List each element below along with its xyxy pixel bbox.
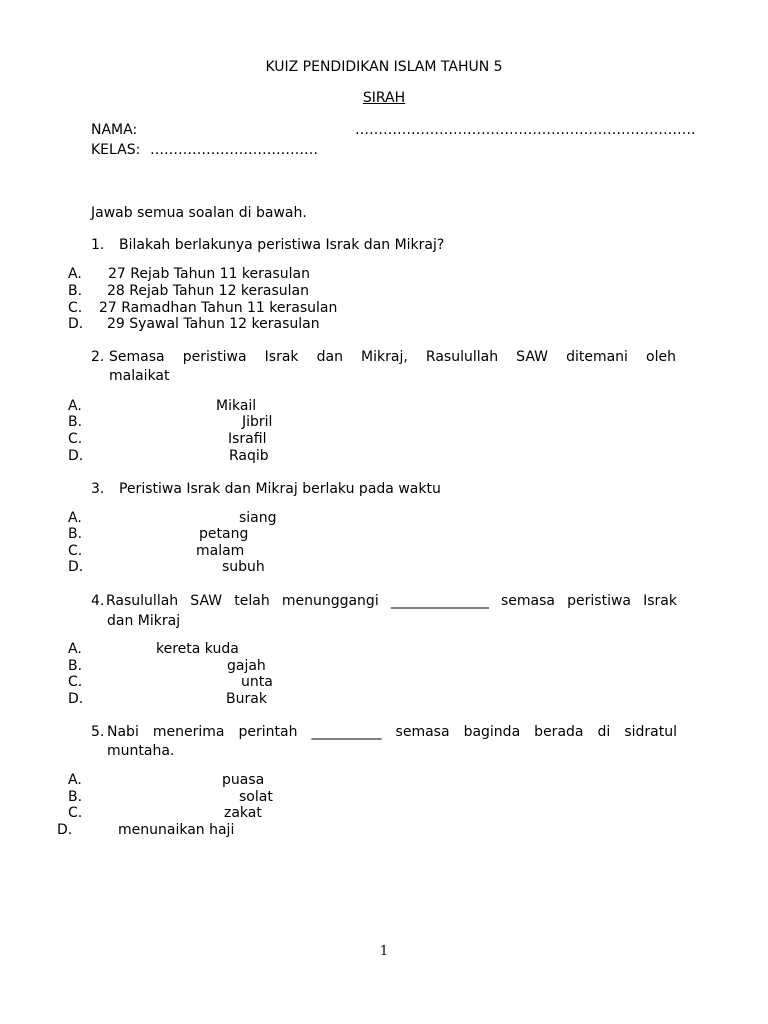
question-4-text-cont: dan Mikraj	[107, 613, 181, 629]
q3-option-d-letter: D.	[68, 559, 84, 575]
question-5-text: Nabi menerima perintah __________ semasa baginda berada di sidratul	[107, 724, 677, 740]
q5-option-b-text: solat	[239, 789, 273, 805]
q2-option-b-text: Jibril	[242, 414, 273, 430]
q4-option-c-text: unta	[241, 674, 273, 690]
question-1-number: 1.	[91, 237, 105, 253]
name-blank: ……………………………………………………………….	[355, 122, 696, 138]
q5-option-d-letter: D.	[57, 822, 73, 838]
q1-option-c-letter: C.	[68, 300, 83, 316]
q1-option-b-letter: B.	[68, 283, 83, 299]
q5-option-c-text: zakat	[224, 805, 262, 821]
q4-option-c-letter: C.	[68, 674, 83, 690]
class-label: KELAS:	[91, 142, 141, 158]
q1-option-d-text: 29 Syawal Tahun 12 kerasulan	[107, 316, 320, 332]
q2-option-c-text: Israfil	[228, 431, 267, 447]
q2-option-b-letter: B.	[68, 414, 83, 430]
question-3-number: 3.	[91, 481, 105, 497]
q3-option-c-text: malam	[196, 543, 245, 559]
q4-option-d-text: Burak	[226, 691, 267, 707]
q5-option-a-letter: A.	[68, 772, 82, 788]
q4-option-a-text: kereta kuda	[156, 641, 239, 657]
q1-option-d-letter: D.	[68, 316, 84, 332]
question-2-text-cont: malaikat	[109, 368, 170, 384]
name-label: NAMA:	[91, 122, 138, 138]
q5-option-c-letter: C.	[68, 805, 83, 821]
page-number: 1	[379, 944, 389, 959]
q2-option-d-text: Raqib	[229, 448, 269, 464]
q5-option-b-letter: B.	[68, 789, 83, 805]
q4-option-b-text: gajah	[227, 658, 266, 674]
q3-option-c-letter: C.	[68, 543, 83, 559]
q3-option-a-text: siang	[239, 510, 277, 526]
q3-option-a-letter: A.	[68, 510, 82, 526]
q1-option-b-text: 28 Rejab Tahun 12 kerasulan	[107, 283, 309, 299]
question-4-text: Rasulullah SAW telah menunggangi ______________ semasa peristiwa Israk	[106, 593, 677, 609]
question-4-number: 4.	[91, 593, 105, 609]
question-5-text-cont: muntaha.	[107, 743, 175, 759]
q2-option-a-letter: A.	[68, 398, 82, 414]
question-1-text: Bilakah berlakunya peristiwa Israk dan Mikraj?	[119, 237, 445, 253]
q4-option-d-letter: D.	[68, 691, 84, 707]
q3-option-d-text: subuh	[222, 559, 265, 575]
q1-option-a-text: 27 Rejab Tahun 11 kerasulan	[108, 266, 310, 282]
question-2-text: Semasa peristiwa Israk dan Mikraj, Rasulullah SAW ditemani oleh	[109, 349, 676, 365]
q3-option-b-text: petang	[199, 526, 249, 542]
quiz-title: KUIZ PENDIDIKAN ISLAM TAHUN 5	[265, 59, 503, 75]
q4-option-a-letter: A.	[68, 641, 82, 657]
q1-option-c-text: 27 Ramadhan Tahun 11 kerasulan	[99, 300, 338, 316]
q2-option-c-letter: C.	[68, 431, 83, 447]
q3-option-b-letter: B.	[68, 526, 83, 542]
q2-option-d-letter: D.	[68, 448, 84, 464]
q5-option-d-text: menunaikan haji	[118, 822, 235, 838]
question-5-number: 5.	[91, 724, 105, 740]
instruction-text: Jawab semua soalan di bawah.	[91, 205, 307, 221]
question-2-number: 2.	[91, 349, 105, 365]
question-3-text: Peristiwa Israk dan Mikraj berlaku pada waktu	[119, 481, 441, 497]
q5-option-a-text: puasa	[222, 772, 265, 788]
quiz-subtitle: SIRAH	[362, 90, 406, 106]
class-blank: ………………………………	[150, 142, 318, 158]
q2-option-a-text: Mikail	[216, 398, 257, 414]
q1-option-a-letter: A.	[68, 266, 82, 282]
q4-option-b-letter: B.	[68, 658, 83, 674]
